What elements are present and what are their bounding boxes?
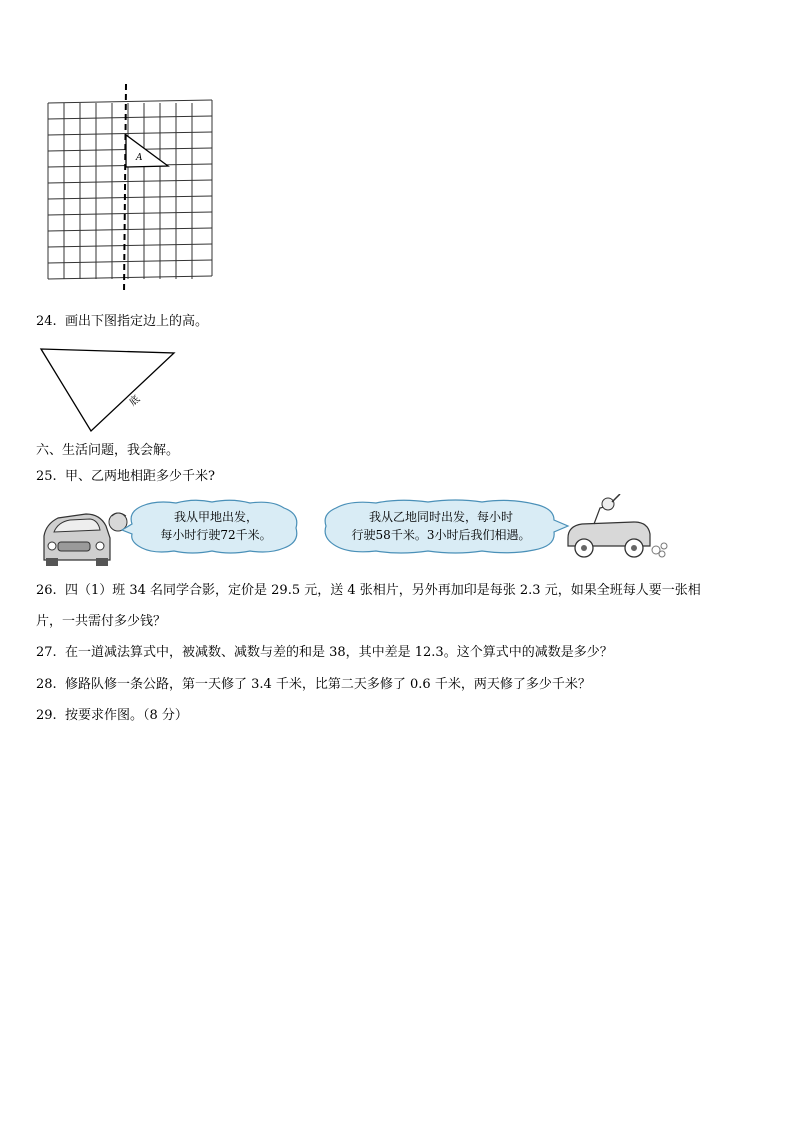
bubble-right-line1: 我从乙地同时出发，每小时: [368, 510, 513, 524]
grid-lines: [48, 100, 212, 279]
bubble-left-text: [136, 508, 296, 544]
q27-line: [36, 645, 613, 661]
q24-triangle: [41, 349, 174, 431]
q29-line: [36, 708, 188, 724]
q28-text: 修路队修一条公路，第一天修了 3.4 千米，比第二天多修了 0.6 千米，两天修了多少千米？: [64, 677, 591, 692]
q25-line: [36, 469, 215, 485]
q29-number: 29.: [36, 708, 57, 723]
bubble-left-line1: 我从甲地出发，: [173, 510, 258, 524]
q24-text: 画出下图指定边上的高。: [64, 314, 208, 329]
section-title: 六、生活问题，我会解。: [36, 443, 180, 458]
bubble-left-line2: 每小时行驶72千米。: [160, 528, 272, 542]
q25-number: 25.: [36, 469, 57, 484]
q29-text: 按要求作图。（8 分）: [64, 708, 188, 723]
grid-figure: [40, 84, 220, 296]
bubble-right-text: [332, 508, 550, 544]
q26-line2: 片，一共需付多少钱？: [36, 614, 167, 629]
triangle-label: A: [136, 153, 143, 163]
q28-line: [36, 677, 591, 693]
q24-triangle-figure: [36, 344, 178, 436]
triangle-a: [126, 135, 168, 167]
base-label: 底: [127, 393, 143, 409]
q26-text-1: 四（1）班 34 名同学合影，定价是 29.5 元，送 4 张相片，另外再加印是每张 2.3 元，如果全班每人要一张相: [64, 583, 701, 598]
q27-text: 在一道减法算式中，被减数、减数与差的和是 38，其中差是 12.3。这个算式中的减数是多少？: [64, 645, 613, 660]
car-illustration-left: [38, 502, 130, 568]
q27-number: 27.: [36, 645, 57, 660]
q25-text: 甲、乙两地相距多少千米?: [64, 469, 215, 484]
q24-number: 24.: [36, 314, 57, 329]
q26-number: 26.: [36, 583, 57, 598]
q28-number: 28.: [36, 677, 57, 692]
q24-line: [36, 314, 208, 330]
car-illustration-right: [564, 494, 672, 564]
q26-line1: [36, 583, 701, 599]
symmetry-axis: [124, 84, 126, 294]
bubble-right-line2: 行驶58千米。3小时后我们相遇。: [351, 528, 531, 542]
